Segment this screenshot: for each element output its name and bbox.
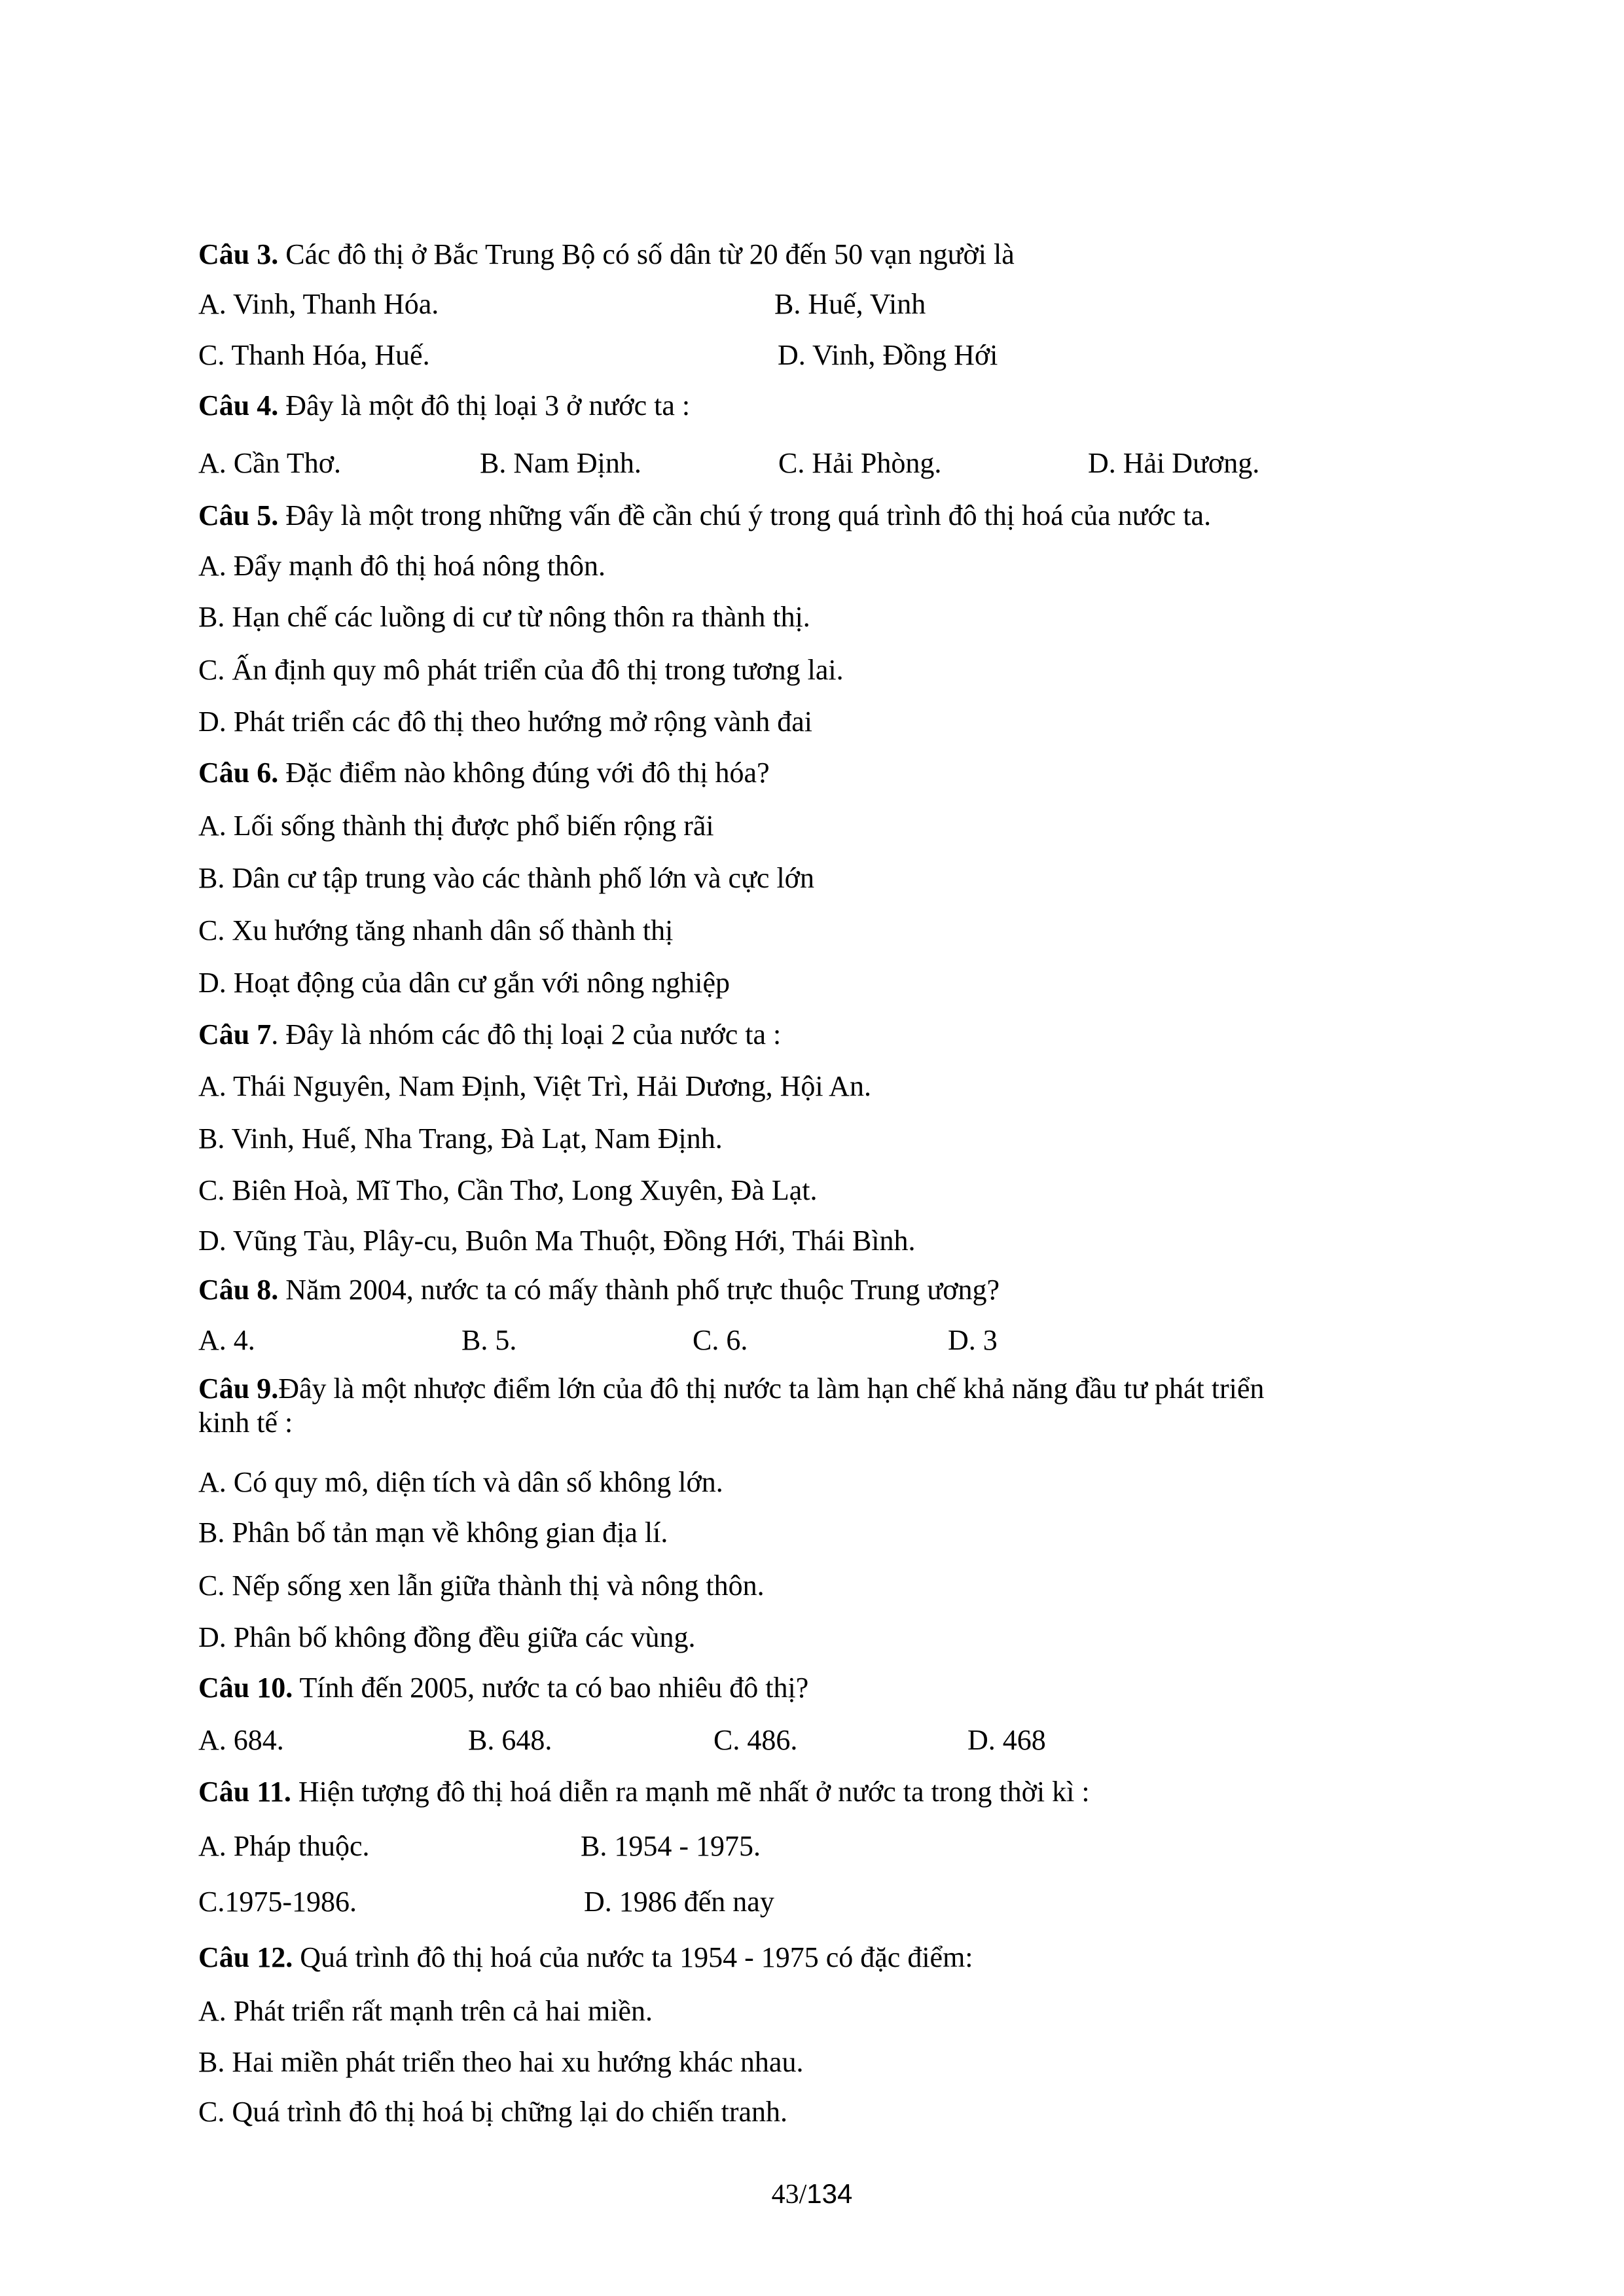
- question-text: . Đây là nhóm các đô thị loại 2 của nước ta :: [271, 1018, 782, 1050]
- question-text: Đây là một đô thị loại 3 ở nước ta :: [278, 389, 691, 422]
- option-d: D. 1986 đến nay: [584, 1886, 774, 1918]
- option-b: B. Phân bố tản mạn về không gian địa lí.: [198, 1516, 668, 1549]
- page-total: 134: [806, 2178, 853, 2209]
- question-5: [198, 497, 1211, 534]
- option-c: C. Thanh Hóa, Huế.: [198, 339, 430, 371]
- option-d: D. Phát triển các đô thị theo hướng mở rộng vành đai: [198, 706, 812, 738]
- option-c: C. 6.: [693, 1324, 748, 1356]
- question-10: [198, 1670, 808, 1706]
- question-label: Câu 12.: [198, 1941, 293, 1973]
- option-d: D. 468: [967, 1724, 1046, 1756]
- option-b: B. 648.: [468, 1724, 552, 1756]
- option-c: C. Biên Hoà, Mĩ Tho, Cần Thơ, Long Xuyên, Đà Lạt.: [198, 1174, 818, 1206]
- question-6: [198, 755, 770, 791]
- option-b: B. 5.: [461, 1324, 517, 1356]
- question-label: Câu 3.: [198, 238, 279, 270]
- question-text: Năm 2004, nước ta có mấy thành phố trực thuộc Trung ương?: [278, 1274, 1000, 1306]
- option-a: A. Pháp thuộc.: [198, 1830, 370, 1862]
- question-3: [198, 236, 1015, 273]
- question-label: Câu 11.: [198, 1776, 291, 1808]
- question-text: Đây là một nhược điểm lớn của đô thị nước ta làm hạn chế khả năng đầu tư phát triển: [278, 1372, 1265, 1405]
- question-label: Câu 4.: [198, 389, 279, 422]
- question-text-continued: kinh tế :: [198, 1407, 293, 1439]
- question-text: Đây là một trong những vấn đề cần chú ý trong quá trình đô thị hoá của nước ta.: [278, 499, 1212, 531]
- option-a: A. Cần Thơ.: [198, 447, 342, 479]
- question-label: Câu 10.: [198, 1672, 293, 1704]
- option-a: A. 684.: [198, 1724, 284, 1756]
- question-8: [198, 1272, 1000, 1308]
- option-c: C. Nếp sống xen lẫn giữa thành thị và nông thôn.: [198, 1570, 765, 1602]
- option-c: C. Ấn định quy mô phát triển của đô thị trong tương lai.: [198, 654, 844, 686]
- option-b: B. Huế, Vinh: [774, 288, 926, 320]
- option-c: C.1975-1986.: [198, 1886, 357, 1918]
- option-d: D. Hoạt động của dân cư gắn với nông nghiệp: [198, 967, 731, 999]
- option-b: B. Nam Định.: [480, 447, 641, 479]
- option-b: B. Vinh, Huế, Nha Trang, Đà Lạt, Nam Định.: [198, 1122, 723, 1155]
- page-current: 43/: [771, 2179, 807, 2210]
- question-text: Hiện tượng đô thị hoá diễn ra mạnh mẽ nhất ở nước ta trong thời kì :: [291, 1776, 1090, 1808]
- option-d: D. Hải Dương.: [1088, 447, 1260, 479]
- question-7: [198, 1016, 781, 1053]
- option-d: D. Vinh, Đồng Hới: [778, 339, 998, 371]
- question-label: Câu 6.: [198, 757, 279, 789]
- option-a: A. Lối sống thành thị được phổ biến rộng rãi: [198, 810, 714, 842]
- option-a: A. Vinh, Thanh Hóa.: [198, 288, 439, 320]
- option-c: C. 486.: [713, 1724, 798, 1756]
- question-text: Các đô thị ở Bắc Trung Bộ có số dân từ 20 đến 50 vạn người là: [278, 238, 1015, 270]
- option-d: D. Phân bố không đồng đều giữa các vùng.: [198, 1621, 696, 1653]
- question-9: [198, 1371, 1264, 1407]
- option-c: C. Hải Phòng.: [778, 447, 942, 479]
- question-11: [198, 1774, 1090, 1810]
- option-a: A. Thái Nguyên, Nam Định, Việt Trì, Hải Dương, Hội An.: [198, 1070, 871, 1102]
- option-d: D. 3: [948, 1324, 998, 1356]
- question-4: [198, 387, 690, 424]
- option-c: C. Xu hướng tăng nhanh dân số thành thị: [198, 914, 674, 946]
- option-b: B. Hai miền phát triển theo hai xu hướng khác nhau.: [198, 2046, 804, 2078]
- question-label: Câu 8.: [198, 1274, 279, 1306]
- option-a: A. Có quy mô, diện tích và dân số không lớn.: [198, 1466, 723, 1498]
- option-a: A. 4.: [198, 1324, 255, 1356]
- option-b: B. Hạn chế các luồng di cư từ nông thôn ra thành thị.: [198, 601, 810, 633]
- page-number: [0, 2176, 1624, 2213]
- option-b: B. 1954 - 1975.: [581, 1830, 761, 1862]
- question-text: Quá trình đô thị hoá của nước ta 1954 - 1975 có đặc điểm:: [293, 1941, 973, 1973]
- question-label: Câu 5.: [198, 499, 279, 531]
- question-text: Đặc điểm nào không đúng với đô thị hóa?: [278, 757, 770, 789]
- question-label: Câu 7: [198, 1018, 272, 1050]
- option-d: D. Vũng Tàu, Plây-cu, Buôn Ma Thuột, Đồng Hới, Thái Bình.: [198, 1225, 916, 1257]
- question-text: Tính đến 2005, nước ta có bao nhiêu đô thị?: [293, 1672, 809, 1704]
- question-label: Câu 9.: [198, 1372, 279, 1405]
- option-a: A. Đẩy mạnh đô thị hoá nông thôn.: [198, 550, 606, 582]
- option-c: C. Quá trình đô thị hoá bị chững lại do chiến tranh.: [198, 2096, 788, 2128]
- option-b: B. Dân cư tập trung vào các thành phố lớn và cực lớn: [198, 862, 814, 894]
- option-a: A. Phát triển rất mạnh trên cả hai miền.: [198, 1995, 653, 2027]
- question-12: [198, 1939, 973, 1976]
